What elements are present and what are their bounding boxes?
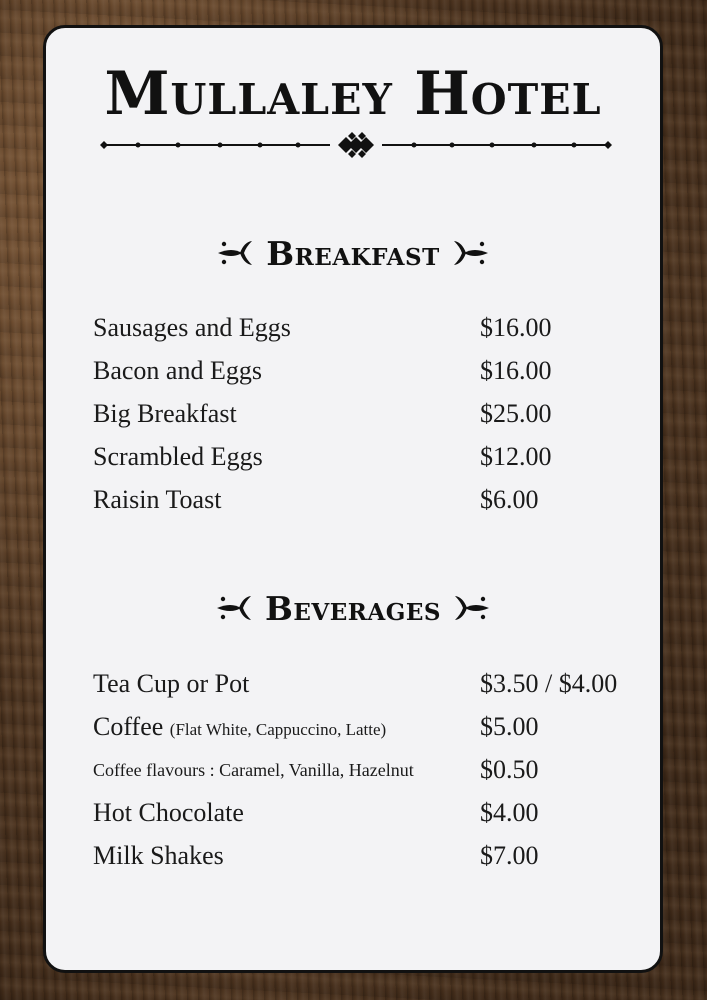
item-name: [93, 709, 386, 748]
menu-item: [93, 353, 653, 389]
menu-item: [93, 396, 653, 432]
item-price: $3.50 / $4.00: [480, 669, 618, 698]
menu-item: [93, 709, 653, 745]
item-price: $25.00: [480, 399, 552, 428]
item-price: $5.00: [480, 712, 539, 741]
section-title: Breakfast: [266, 233, 440, 273]
item-price: $0.50: [480, 755, 539, 784]
item-name: Milk Shakes: [93, 841, 224, 870]
item-price: $12.00: [480, 442, 552, 471]
flourish-right-icon: [453, 593, 489, 623]
item-name: Hot Chocolate: [93, 798, 244, 827]
menu-item: [93, 795, 653, 831]
item-price: $16.00: [480, 313, 552, 342]
item-name: Bacon and Eggs: [93, 356, 262, 385]
item-note: (Flat White, Cappuccino, Latte): [169, 720, 387, 739]
item-price: $4.00: [480, 798, 539, 827]
menu-item: [93, 439, 653, 475]
menu-card: [43, 25, 663, 973]
menu-item: [93, 310, 653, 346]
menu-item: [93, 666, 653, 702]
ornamental-divider-icon: [98, 128, 614, 162]
item-name-text: Coffee: [93, 712, 164, 741]
item-name: Sausages and Eggs: [93, 313, 291, 342]
item-name: Scrambled Eggs: [93, 442, 263, 471]
item-name: Coffee flavours : Caramel, Vanilla, Hazelnut: [93, 760, 414, 780]
section-title: Beverages: [264, 588, 442, 628]
item-name: Tea Cup or Pot: [93, 669, 250, 698]
breakfast-heading: [46, 231, 660, 275]
item-price: $16.00: [480, 356, 552, 385]
item-name: Big Breakfast: [93, 399, 237, 428]
menu-item: [93, 752, 653, 788]
flourish-right-icon: [452, 238, 488, 268]
item-price: $7.00: [480, 841, 539, 870]
hotel-title: Mullaley Hotel: [104, 59, 602, 129]
item-name: Raisin Toast: [93, 485, 222, 514]
item-price: $6.00: [480, 485, 539, 514]
beverages-heading: [46, 586, 660, 630]
flourish-left-icon: [218, 238, 254, 268]
flourish-left-icon: [217, 593, 253, 623]
menu-item: [93, 482, 653, 518]
menu-item: [93, 838, 653, 874]
